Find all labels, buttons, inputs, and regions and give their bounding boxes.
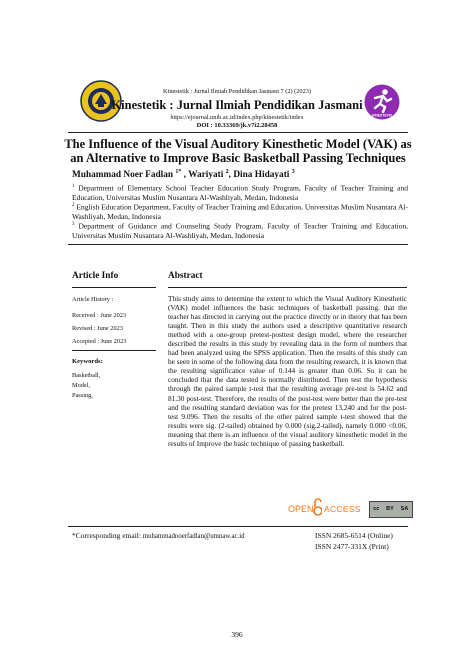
author-name: Wariyati: [188, 170, 226, 181]
received-date: Received : June 2023: [72, 312, 127, 319]
keyword-item: Model,: [72, 382, 91, 389]
article-info-rule: [72, 287, 156, 288]
affiliation-num: 3: [72, 222, 75, 227]
issn-print: ISSN 2477-331X (Print): [315, 542, 389, 551]
logo-text: KINESTETIK: [371, 113, 393, 118]
keyword-item: Passing,: [72, 392, 93, 399]
open-access-lock-icon: [288, 495, 322, 524]
affiliation-1: [72, 182, 408, 202]
paper-title: The Influence of the Visual Auditory Kinesthetic Model (VAK) as an Alternative to Improve Basic Basketball Passing Techniques: [64, 137, 412, 165]
author-name: Muhammad Noer Fadlan: [72, 170, 176, 181]
affiliation-rule: [68, 244, 408, 245]
author-sup: 3: [291, 169, 295, 175]
sa-icon: SA: [400, 506, 409, 512]
header-rule: [68, 132, 408, 133]
corresponding-label: *Corresponding email:: [72, 531, 143, 540]
keyword-item: Basketball,: [72, 372, 101, 379]
author-list: [72, 169, 295, 180]
author-separator: ,: [181, 170, 189, 181]
journal-citation-line: Kinestetik : Jurnal Ilmiah Pendidikan Jasmani 7 (2) (2023): [163, 88, 311, 95]
abstract-rule: [168, 287, 407, 288]
footer-rule: [68, 526, 408, 527]
affiliation-3: [72, 220, 408, 240]
affiliation-num: 2: [72, 203, 75, 208]
cc-icon: cc: [373, 506, 380, 512]
revised-date: Revised : June 2023: [72, 325, 123, 332]
author-name: Dina Hidayati: [233, 170, 292, 181]
oa-open-text: OPEN: [288, 503, 314, 514]
author-separator: ,: [228, 170, 234, 181]
accepted-date: Accepted : June 2023: [72, 338, 127, 345]
affiliation-num: 1: [72, 184, 75, 189]
affiliation-text: Department of Elementary School Teacher Education Study Program, Faculty of Teacher Training and Education, Universitas Muslim Nusantara Al-Washliyah, Medan, Indonesia: [72, 183, 408, 202]
by-icon: BY: [386, 506, 394, 512]
issn-online: ISSN 2685-6514 (Online): [315, 531, 393, 540]
page-number: 396: [231, 630, 243, 639]
kinestetik-runner-logo: [364, 84, 400, 120]
article-info-heading: Article Info: [72, 271, 119, 281]
journal-title: Kinestetik : Jurnal Ilmiah Pendidikan Jasmani: [111, 98, 363, 112]
keywords-label: Keywords:: [72, 358, 103, 365]
history-rule: [72, 350, 156, 351]
journal-url[interactable]: https://ejournal.unib.ac.id/index.php/kinestetik/index: [170, 114, 304, 121]
abstract-text: This study aims to determine the extent to which the Visual Auditory Kinesthetic (VAK) model influences the basic techniques of basketball passing. that the teacher has directed in carrying out the practice directly or in theory that has been taught. Then in this study the authors used a descriptive quantitative research method with a one-group pretest-posttest design model, where the researcher described the results in this study by revealing data in the form of numbers that had been analyzed using the SPSS application. Then the results of this study can be seen in some of the following data from the resulting research, it is known that the resulting significance value of 0.144 is greater than 0.06. So it can be concluded that the data tested is normally distributed. Then test the hypothesis through the paired sample t-test that the resulting average pre-test is 54.62 and 81.30 post-test. Therefore, the results of the post-test were better than the pre-test and the resulting standard deviation was for the pretest 13,240 and for the post-test 9.096. Then the results of the other paired sample t-test showed that the results were sig. (2-tailed) obtained by 0.000 (sig.2-tailed), namely 0.000 <0.06, meaning that there is an influence of the visual auditory kinesthetic model in the results of Improve the basic technique of passing basketball.: [168, 294, 407, 448]
author-sup: 1*: [175, 169, 182, 175]
corresponding-email[interactable]: muhammadnoerfadlan@umnaw.ac.id: [142, 533, 245, 540]
affiliation-text: Department of Guidance and Counseling Study Program, Faculty of Teacher Training and Education, Universitas Muslim Nusantara Al-Washliyah, Medan, Indonesia: [72, 221, 408, 240]
corresponding-email-line: [72, 531, 245, 540]
doi[interactable]: DOI : 10.33369/jk.v7i2.28458: [196, 122, 278, 129]
open-access-badge: [288, 497, 413, 521]
cc-by-sa-license-badge[interactable]: [369, 501, 413, 518]
open-access-text: ACCESS: [324, 504, 361, 514]
affiliation-text: English Education Department, Faculty of Teacher Training and Education, Universitas Muslim Nusantara Al-Washliyah, Medan, Indonesia: [72, 202, 408, 221]
author-sup: 2: [225, 169, 229, 175]
article-history-label: Article History :: [72, 296, 114, 303]
abstract-heading: Abstract: [168, 271, 203, 281]
affiliation-2: [72, 201, 408, 221]
